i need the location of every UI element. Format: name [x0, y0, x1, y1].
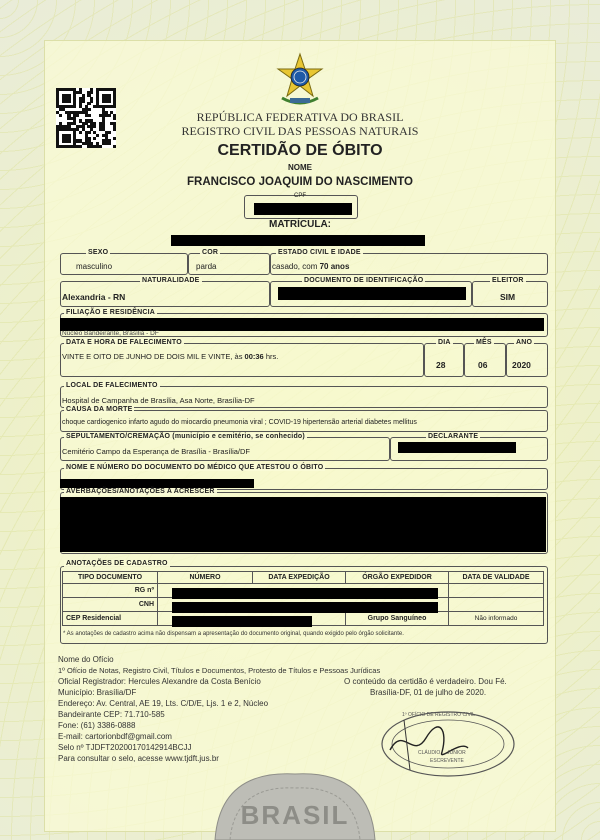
fe-date: Brasília-DF, 01 de julho de 2020. — [370, 688, 487, 697]
qr-module — [107, 99, 110, 102]
cadastro-row-label: RG nº — [63, 584, 158, 598]
falecimento-label: DATA E HORA DE FALECIMENTO — [66, 339, 182, 346]
qr-module — [90, 91, 93, 94]
documento-redaction — [278, 287, 466, 300]
dia-value: 28 — [436, 360, 446, 370]
eleitor-value: SIM — [500, 292, 516, 302]
qr-module — [87, 102, 90, 105]
naturalidade-label: NATURALIDADE — [142, 277, 200, 284]
ano-value: 2020 — [512, 360, 531, 370]
oficio-email: E-mail: cartorionbdf@gmail.com — [58, 732, 172, 741]
oficio-endereco2: Bandeirante CEP: 71.710-585 — [58, 710, 165, 719]
averbacoes-label: AVERBAÇÕES/ANOTAÇÕES A ACRESCER — [66, 488, 215, 495]
cadastro-header: NÚMERO — [158, 572, 253, 584]
oficio-endereco1: Endereço: Av. Central, AE 19, Lts. C/D/E, Ljs. 1 e 2, Núcleo — [58, 699, 269, 708]
oficio-municipio: Município: Brasília/DF — [58, 688, 137, 697]
qr-module — [73, 105, 76, 108]
nome-label: NOME — [288, 163, 312, 172]
stamp-text: 1º OFÍCIO DE REGISTRO CIVIL — [402, 712, 475, 718]
cep-redaction — [172, 616, 312, 627]
averbacoes-redaction — [60, 497, 546, 552]
estado-label: ESTADO CIVIL E IDADE — [278, 249, 361, 256]
causa-value: choque cardiogenico infarto agudo do miocardio pneumonia viral ; COVID-19 hipertensão arterial diabetes mellitus — [62, 419, 417, 426]
local-label: LOCAL DE FALECIMENTO — [66, 382, 158, 389]
cnh-redaction — [172, 602, 438, 613]
medico-redaction — [60, 479, 254, 488]
dia-label: DIA — [438, 339, 451, 346]
oficio-fone: Fone: (61) 3386-0888 — [58, 721, 136, 730]
header-registry: REGISTRO CIVIL DAS PESSOAS NATURAIS — [181, 124, 419, 138]
filiacao-label: FILIAÇÃO E RESIDÊNCIA — [66, 309, 155, 316]
local-value: Hospital de Campanha de Brasília, Asa Norte, Brasília-DF — [62, 396, 255, 405]
qr-module — [82, 99, 85, 102]
matricula-label: MATRÍCULA: — [268, 219, 332, 230]
qr-module — [113, 105, 116, 108]
stamp-role: ESCREVENTE — [430, 758, 464, 764]
ano-label: ANO — [516, 339, 533, 346]
oficio-oficial: Oficial Registrador: Hercules Alexandre da Costa Benício — [58, 677, 261, 686]
rg-redaction — [172, 588, 438, 599]
oficio-label: Nome do Ofício — [58, 655, 114, 664]
cadastro-header: DATA DE VALIDADE — [449, 572, 544, 584]
cadastro-header: ÓRGÃO EXPEDIDOR — [346, 572, 449, 584]
cadastro-header: DATA EXPEDIÇÃO — [253, 572, 346, 584]
cadastro-label: ANOTAÇÕES DE CADASTRO — [66, 560, 168, 567]
medico-label: NOME E NÚMERO DO DOCUMENTO DO MÉDICO QUE ATESTOU O ÓBITO — [66, 464, 324, 471]
qr-module — [67, 99, 70, 102]
brasil-seal-text: BRASIL — [240, 800, 350, 830]
oficio-line1: 1º Ofício de Notas, Registro Civil, Títulos e Documentos, Protesto de Títulos e Pessoas Jurídicas — [58, 666, 381, 675]
causa-label: CAUSA DA MORTE — [66, 406, 133, 413]
naturalidade-value: Alexandria - RN — [62, 292, 126, 302]
deceased-name: FRANCISCO JOAQUIM DO NASCIMENTO — [187, 176, 413, 188]
sepultamento-label: SEPULTAMENTO/CREMAÇÃO (município e cemitério, se conhecido) — [66, 433, 305, 440]
cor-label: COR — [202, 249, 219, 256]
sexo-label: SEXO — [88, 249, 109, 256]
sepultamento-value: Cemitério Campo da Esperança de Brasília - Brasília/DF — [62, 447, 250, 456]
cpf-redaction — [254, 203, 352, 215]
grupo-value: Não informado — [449, 612, 544, 626]
qr-module — [90, 99, 93, 102]
cadastro-header: TIPO DOCUMENTO — [63, 572, 158, 584]
cadastro-note: * As anotações de cadastro acima não dispensam a apresentação do documento original, quando exigido pelo órgão solicitante. — [63, 631, 404, 637]
header-republic: REPÚBLICA FEDERATIVA DO BRASIL — [196, 110, 404, 124]
matricula-redaction — [171, 235, 425, 246]
filiacao-value: Núcleo Bandeirante, Brasília - DF — [62, 330, 159, 337]
mes-label: MÊS — [476, 339, 492, 346]
grupo-label: Grupo Sanguíneo — [346, 612, 449, 626]
coat-of-arms-icon — [272, 52, 328, 108]
estado-value: casado, com 70 anos — [272, 262, 350, 271]
cpf-label: CPF — [294, 193, 306, 199]
fe-line: O conteúdo da certidão é verdadeiro. Dou Fé. — [344, 677, 507, 686]
documento-label: DOCUMENTO DE IDENTIFICAÇÃO — [304, 277, 424, 284]
stamp-name: CLÁUDIO ... JÚNIOR — [418, 750, 466, 756]
declarante-label: DECLARANTE — [428, 433, 479, 440]
eleitor-label: ELEITOR — [492, 277, 524, 284]
falecimento-value: VINTE E OITO DE JUNHO DE DOIS MIL E VINTE, às 00:36 hrs. — [62, 352, 279, 361]
cor-value: parda — [196, 262, 217, 271]
sexo-value: masculino — [76, 262, 113, 271]
oficio-selo: Selo nº TJDFT20200170142914BCJJ — [58, 743, 192, 752]
mes-value: 06 — [478, 360, 488, 370]
oficio-consulta: Para consultar o selo, acesse www.tjdft.jus.br — [58, 754, 219, 763]
cep-label: CEP Residencial — [63, 612, 158, 626]
cadastro-row-label: CNH — [63, 598, 158, 612]
page-title: CERTIDÃO DE ÓBITO — [217, 142, 383, 159]
declarante-redaction — [398, 442, 516, 453]
